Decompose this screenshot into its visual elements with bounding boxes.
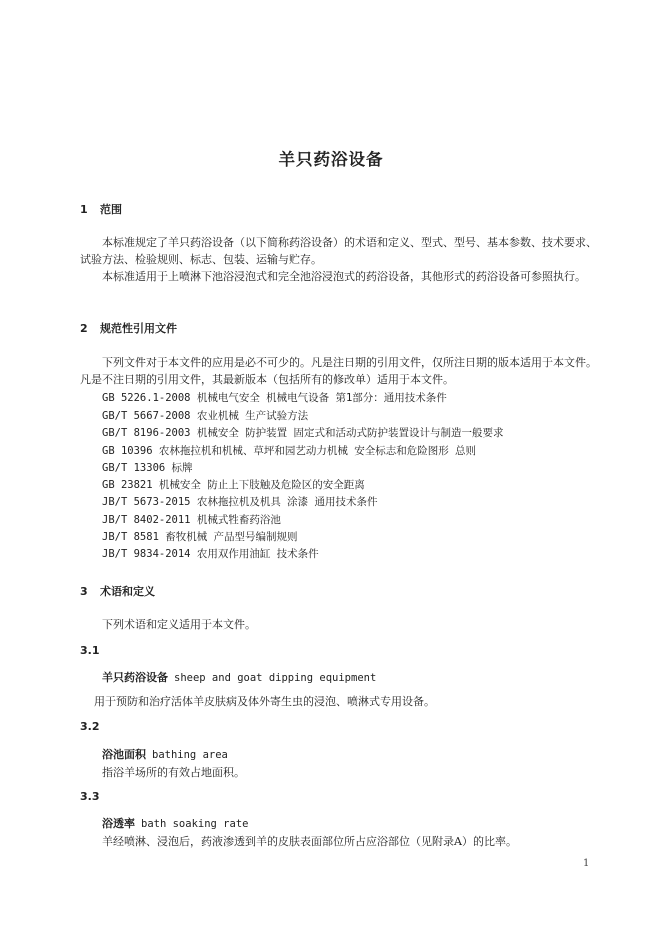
reference-item: GB/T 13306 标牌 [102,462,193,474]
scope-paragraph-2: 本标准适用于上喷淋下池浴浸泡式和完全池浴浸泡式的药浴设备，其他形式的药浴设备可参照执行。 [102,270,586,283]
term-heading [102,746,228,762]
term-zh: 浴池面积 [102,748,146,761]
term-en: bath soaking rate [141,818,249,830]
terms-intro: 下列术语和定义适用于本文件。 [102,618,256,631]
scope-paragraph-1: 本标准规定了羊只药浴设备（以下简称药浴设备）的术语和定义、型式、型号、基本参数、技术要求、试验方法、检验规则、标志、包装、运输与贮存。 [80,236,597,266]
section-number: 3 [80,585,88,598]
reference-item: GB 10396 农林拖拉机和机械、草坪和园艺动力机械 安全标志和危险图形 总则 [102,445,477,457]
page-number: 1 [583,858,590,869]
term-en: sheep and goat dipping equipment [174,672,377,684]
section-title: 术语和定义 [100,585,155,598]
section-2-heading [80,320,177,336]
reference-item: JB/T 8581 畜牧机械 产品型号编制规则 [102,531,298,543]
term-definition: 指浴羊场所的有效占地面积。 [102,766,245,779]
reference-item: GB 5226.1-2008 机械电气安全 机械电气设备 第1部分：通用技术条件 [102,392,447,404]
term-heading [102,815,248,831]
term-definition: 用于预防和治疗活体羊皮肤病及体外寄生虫的浸泡、喷淋式专用设备。 [94,695,435,708]
references-intro: 下列文件对于本文件的应用是必不可少的。凡是注日期的引用文件，仅所注日期的版本适用于本文件。凡是不注日期的引用文件，其最新版本（包括所有的修改单）适用于本文件。 [80,356,597,386]
reference-item: JB/T 5673-2015 农林拖拉机及机具 涂漆 通用技术条件 [102,496,378,508]
reference-item: GB/T 8196-2003 机械安全 防护装置 固定式和活动式防护装置设计与制造一般要求 [102,427,504,439]
document-title: 羊只药浴设备 [278,150,384,169]
term-zh: 羊只药浴设备 [102,671,168,684]
section-number: 2 [80,322,88,335]
section-1-heading [80,201,122,217]
section-title: 范围 [100,203,122,216]
term-en: bathing area [152,749,228,761]
term-number: 3.1 [80,644,100,657]
term-number: 3.2 [80,720,100,733]
reference-item: GB/T 5667-2008 农业机械 生产试验方法 [102,410,309,422]
term-number: 3.3 [80,790,100,803]
section-title: 规范性引用文件 [100,322,177,335]
reference-item: GB 23821 机械安全 防止上下肢触及危险区的安全距离 [102,479,365,491]
term-definition: 羊经喷淋、浸泡后，药液渗透到羊的皮肤表面部位所占应浴部位（见附录A）的比率。 [102,835,517,848]
term-heading [102,669,376,685]
section-number: 1 [80,203,88,216]
term-zh: 浴透率 [102,817,135,830]
reference-item: JB/T 9834-2014 农用双作用油缸 技术条件 [102,548,319,560]
reference-item: JB/T 8402-2011 机械式牲畜药浴池 [102,514,281,526]
section-3-heading [80,583,155,599]
